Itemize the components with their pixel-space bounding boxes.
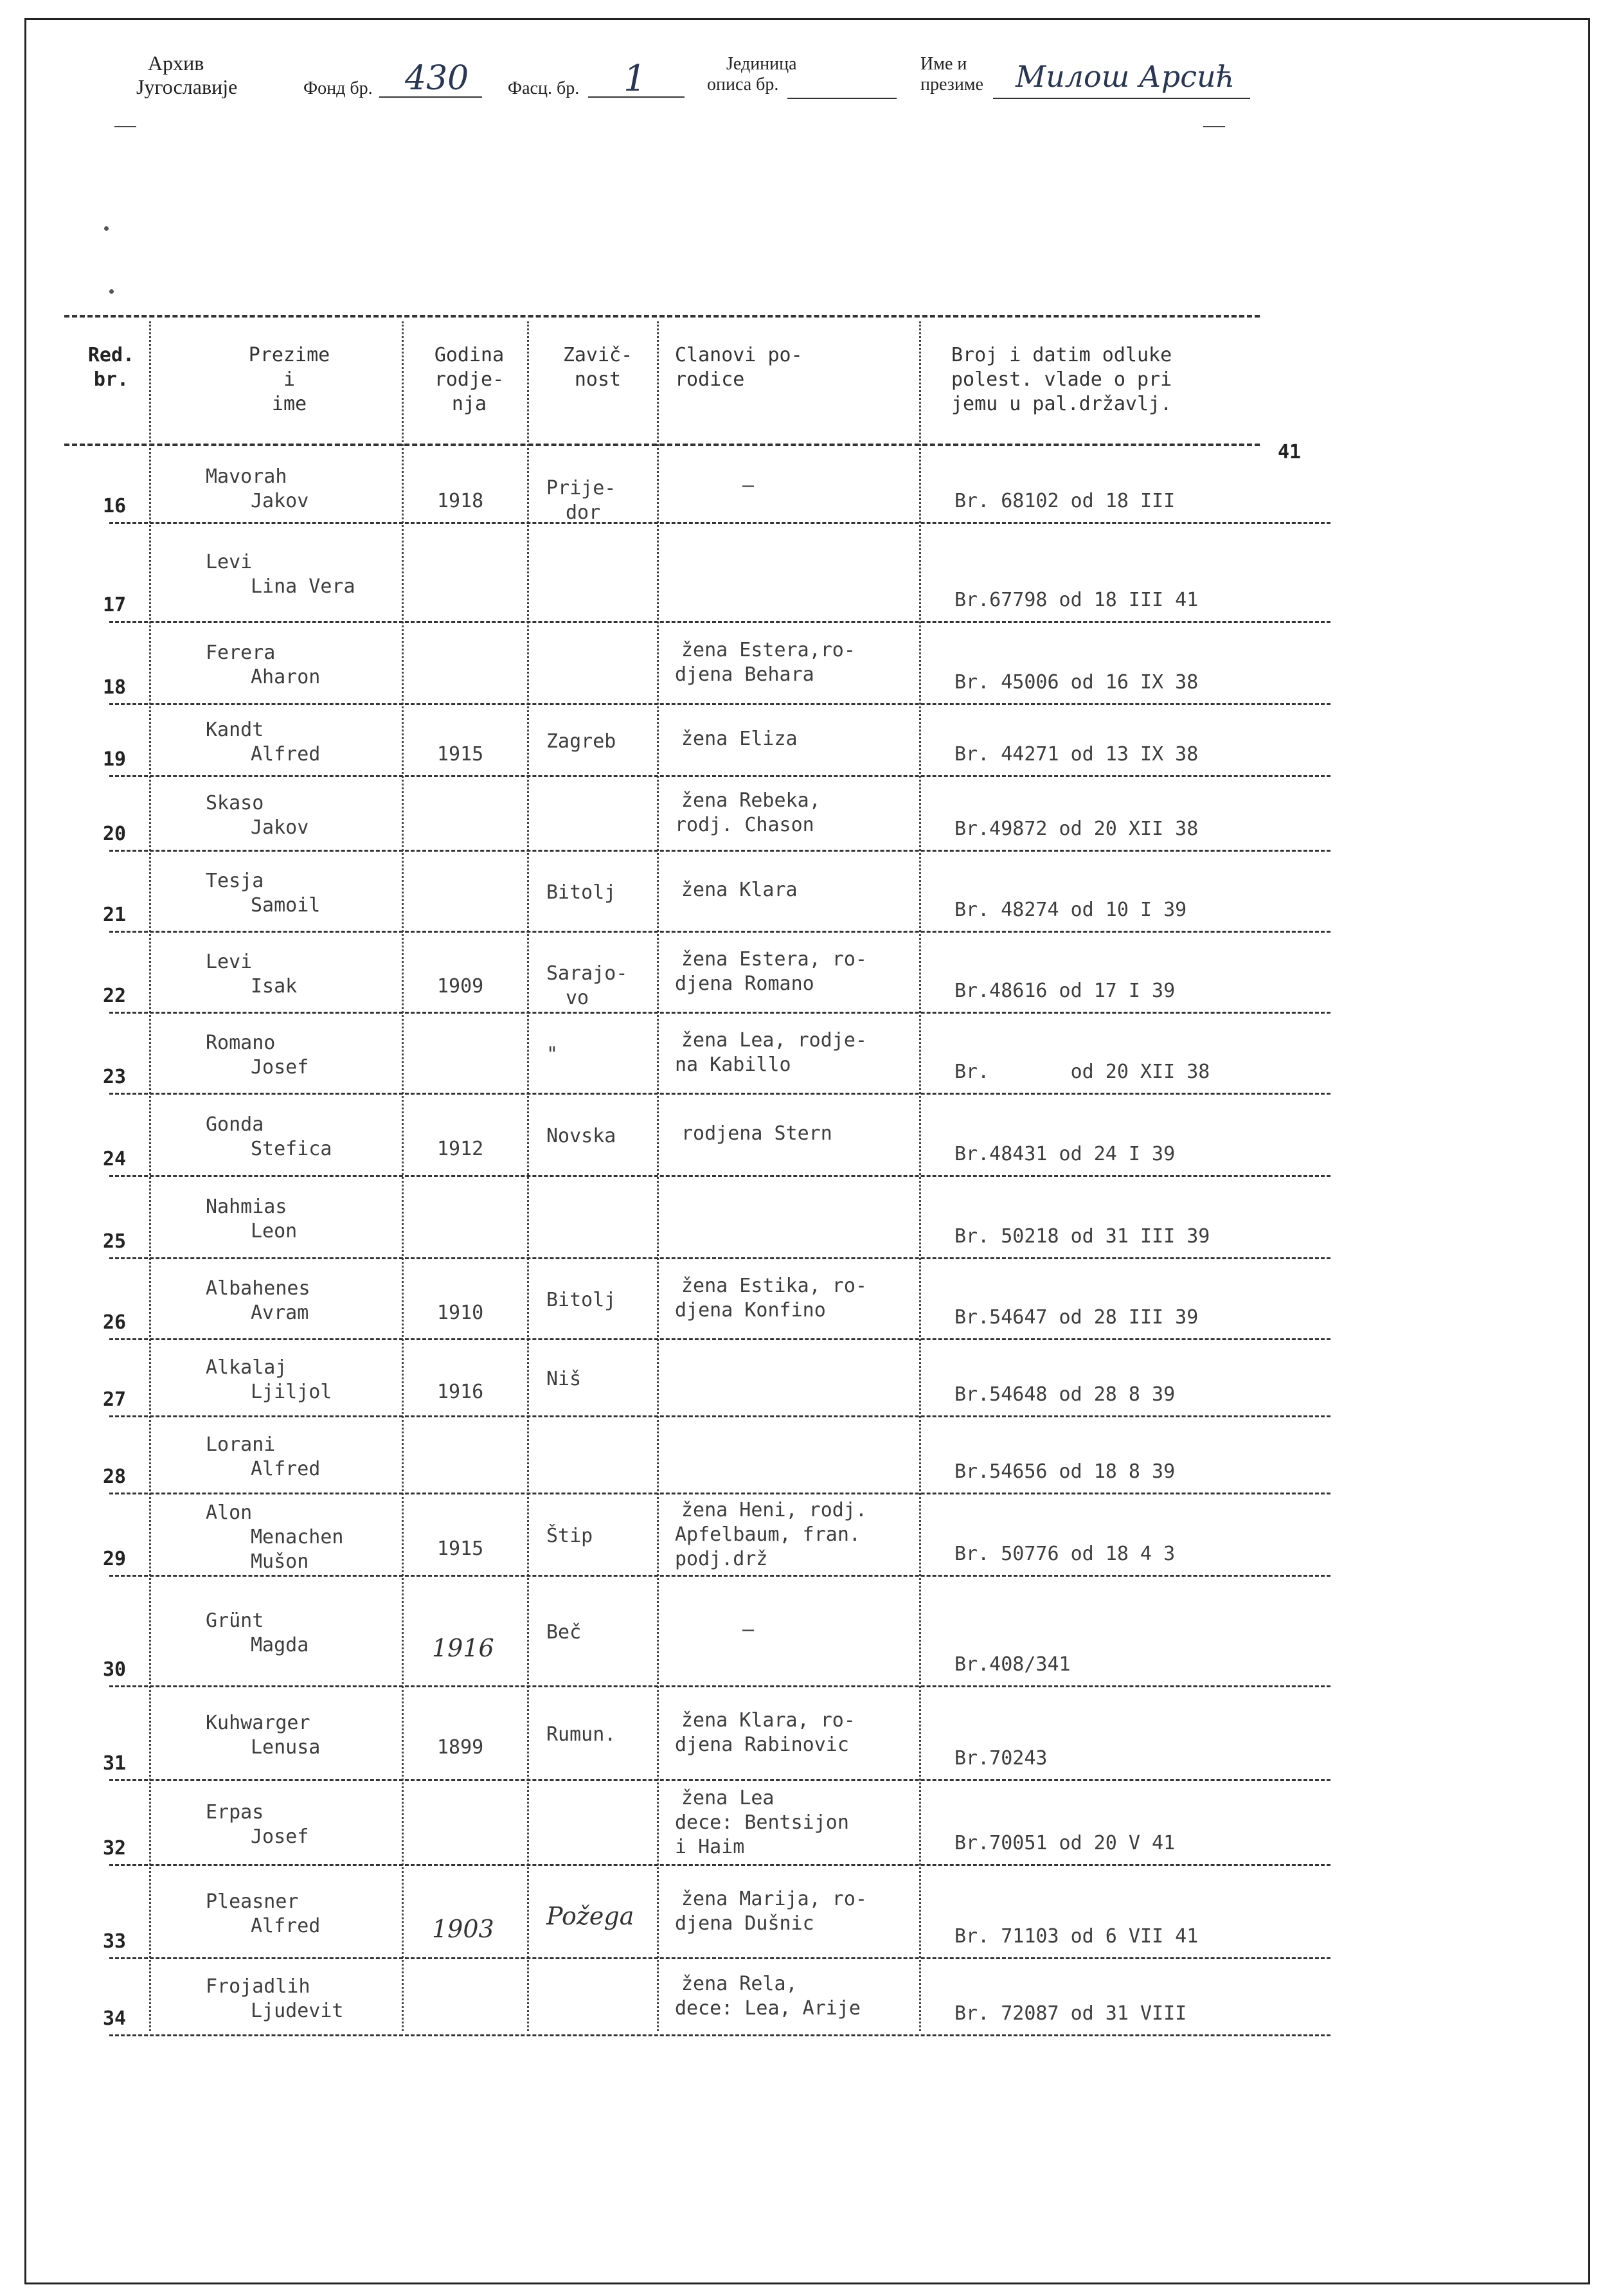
family-members: žena Rela, (681, 1973, 798, 1995)
row-rule (109, 1175, 1330, 1177)
surname-given-name: Lenusa (251, 1736, 321, 1759)
surname-given-name: Magda (251, 1634, 309, 1656)
row-rule (109, 1575, 1330, 1577)
surname-given-name: Romano (206, 1032, 276, 1054)
surname-given-name: Skaso (206, 792, 264, 814)
surname-given-name: Alon (206, 1502, 253, 1524)
column-header-name: Prezime i ime (248, 344, 330, 415)
row-rule (109, 931, 1330, 933)
surname-given-name: Frojadlih (206, 1975, 310, 1998)
birth-year: 1916 (432, 1634, 494, 1662)
place-of-origin: " (546, 1043, 559, 1066)
row-number: 19 (103, 748, 127, 771)
decision-number: Br. 72087 od 31 VIII (954, 2002, 1187, 2025)
place-of-origin: Štip (546, 1525, 593, 1547)
surname-given-name: Ferera (206, 641, 276, 664)
row-number: 24 (103, 1148, 127, 1170)
surname-given-name: Alfred (251, 1458, 321, 1480)
family-members: žena Eliza (681, 728, 798, 750)
surname-given-name: Ljudevit (251, 2000, 344, 2022)
surname-given-name: Kuhwarger (206, 1712, 310, 1734)
row-rule (109, 522, 1330, 524)
table-top-rule (64, 315, 1260, 318)
header-tick-right (1203, 126, 1225, 127)
surname-given-name: Alfred (251, 743, 321, 766)
place-of-origin: vo (566, 987, 589, 1009)
column-header-no: Red. br. (87, 344, 135, 391)
place-of-origin: Sarajo- (546, 962, 628, 985)
row-number: 26 (103, 1311, 127, 1334)
decision-number: Br. 48274 od 10 I 39 (954, 899, 1187, 921)
surname-given-name: Samoil (251, 894, 321, 917)
family-members: djena Rabinovic (675, 1734, 849, 1756)
surname-given-name: Erpas (206, 1801, 264, 1824)
row-number: 21 (103, 904, 127, 926)
surname-given-name: Alfred (251, 1914, 321, 1937)
family-members: djena Behara (675, 663, 814, 686)
row-number: 22 (103, 985, 127, 1007)
row-rule (109, 1779, 1330, 1781)
surname-given-name: Albahenes (206, 1277, 310, 1300)
header-tick-left (114, 126, 136, 127)
punch-dot (104, 226, 109, 231)
surname-given-name: Isak (251, 975, 298, 998)
family-members: žena Lea, rodje- (681, 1029, 867, 1052)
birth-year: 1915 (437, 1538, 484, 1560)
column-header-place: Zavič- nost (562, 344, 633, 391)
decision-number: Br.48431 od 24 I 39 (954, 1143, 1176, 1165)
family-members: žena Estika, ro- (681, 1275, 867, 1297)
family-members: žena Marija, ro- (681, 1887, 867, 1910)
name-label-line-1: Име и (920, 54, 967, 74)
row-rule (109, 1685, 1330, 1687)
row-rule (109, 1415, 1330, 1417)
row-number: 29 (103, 1548, 127, 1570)
row-rule (109, 1957, 1330, 1959)
row-rule (109, 1493, 1330, 1494)
birth-year: 1910 (437, 1302, 484, 1324)
surname-given-name: Jakov (251, 816, 309, 839)
place-of-origin: Niš (546, 1368, 582, 1390)
family-members: rodj. Chason (675, 814, 814, 836)
family-members: žena Heni, rodj. (681, 1499, 867, 1521)
surname-given-name: Mavorah (206, 465, 287, 488)
place-of-origin: Novska (546, 1125, 616, 1147)
surname-given-name: Pleasner (206, 1890, 299, 1913)
column-header-decision: Broj i datim odluke polest. vlade o pri jemu u pal.državlj. (951, 344, 1172, 415)
fond-label: Фонд бр. (303, 78, 373, 98)
surname-given-name: Alkalaj (206, 1356, 287, 1379)
surname-given-name: Aharon (251, 666, 321, 688)
row-number: 32 (103, 1837, 127, 1860)
family-members: rodjena Stern (681, 1122, 832, 1145)
decision-number: Br. 45006 od 16 IX 38 (954, 671, 1199, 694)
family-members: žena Estera,ro- (681, 639, 855, 661)
row-rule (109, 850, 1330, 852)
unit-label-line-2: описа бр. (707, 75, 779, 94)
birth-year: 1916 (437, 1381, 484, 1403)
place-of-origin: Požega (546, 1901, 634, 1930)
place-of-origin: Rumun. (546, 1723, 616, 1746)
surname-given-name: Josef (251, 1825, 309, 1848)
row-number: 25 (103, 1230, 127, 1253)
row-number: 34 (103, 2007, 127, 2030)
place-of-origin: Bitolj (546, 1289, 616, 1311)
decision-number: Br.54656 od 18 8 39 (954, 1460, 1176, 1483)
row-number: 30 (103, 1658, 127, 1681)
surname-given-name: Avram (251, 1302, 309, 1324)
page-number: 41 (1278, 441, 1302, 463)
family-members: dece: Bentsijon (675, 1811, 849, 1834)
column-header-year: Godina rodje- nja (434, 344, 505, 415)
column-header-family: Clanovi po- rodice (675, 344, 803, 391)
row-rule (109, 621, 1330, 623)
decision-number: Br. 71103 od 6 VII 41 (954, 1925, 1199, 1948)
surname-given-name: Levi (206, 551, 253, 573)
decision-number: Br.54647 od 28 III 39 (954, 1306, 1199, 1329)
family-members: i Haim (675, 1836, 745, 1858)
decision-number: Br. 50776 od 18 4 3 (954, 1543, 1176, 1565)
fond-value: 430 (405, 59, 469, 98)
surname-given-name: Lorani (206, 1433, 276, 1456)
family-members: žena Lea (681, 1787, 775, 1809)
name-label (920, 54, 983, 95)
family-members: djena Konfino (675, 1299, 826, 1322)
row-rule (109, 2034, 1330, 2036)
surname-given-name: Ljiljol (251, 1381, 332, 1403)
surname-given-name: Lina Vera (251, 575, 355, 598)
decision-number: Br. 44271 od 13 IX 38 (954, 743, 1199, 766)
family-members: – (742, 1619, 755, 1641)
decision-number: Br.54648 od 28 8 39 (954, 1383, 1176, 1406)
place-of-origin: Beč (546, 1621, 582, 1644)
family-members: djena Romano (675, 973, 814, 995)
birth-year: 1899 (437, 1736, 484, 1759)
surname-given-name: Josef (251, 1056, 309, 1079)
family-members: djena Dušnic (675, 1912, 814, 1935)
fasc-value: 1 (623, 58, 647, 100)
archive-line-1: Архив (148, 51, 204, 75)
surname-given-name: Grünt (206, 1610, 264, 1632)
decision-number: Br.48616 od 17 I 39 (954, 980, 1176, 1002)
unit-label-line-1: Јединица (726, 54, 797, 74)
surname-given-name: Nahmias (206, 1196, 287, 1218)
family-members: žena Rebeka, (681, 789, 821, 812)
birth-year: 1918 (437, 490, 484, 512)
row-number: 18 (103, 676, 127, 699)
surname-given-name: Leon (251, 1220, 298, 1242)
birth-year: 1909 (437, 975, 484, 998)
surname-given-name: Kandt (206, 719, 264, 741)
archive-line-2: Југославије (136, 75, 238, 98)
row-rule (109, 1338, 1330, 1340)
decision-number: Br.70243 (954, 1747, 1048, 1770)
row-number: 33 (103, 1930, 127, 1953)
table-header-rule (64, 444, 1260, 446)
name-value: Милош Арсић (1016, 59, 1235, 94)
family-members: na Kabillo (675, 1054, 791, 1076)
family-members: žena Estera, ro- (681, 948, 867, 971)
row-number: 16 (103, 495, 127, 517)
place-of-origin: Zagreb (546, 730, 616, 753)
place-of-origin: Prije- (546, 477, 616, 499)
family-members: dece: Lea, Arije (675, 1997, 861, 2020)
unit-field (787, 98, 897, 99)
surname-given-name: Menachen (251, 1526, 344, 1548)
family-members: – (742, 474, 755, 497)
unit-label (707, 54, 797, 95)
punch-dot (109, 289, 114, 294)
row-number: 17 (103, 594, 127, 616)
family-members: podj.drž (675, 1548, 768, 1570)
row-rule (109, 1012, 1330, 1014)
row-number: 20 (103, 823, 127, 845)
decision-number: Br. 50218 od 31 III 39 (954, 1225, 1210, 1248)
row-number: 23 (103, 1066, 127, 1088)
decision-number: Br.408/341 (954, 1653, 1071, 1676)
row-number: 27 (103, 1388, 127, 1411)
archive-name (136, 51, 238, 99)
family-members: Apfelbaum, fran. (675, 1523, 861, 1546)
row-rule (109, 775, 1330, 777)
decision-number: Br.70051 od 20 V 41 (954, 1832, 1176, 1854)
place-of-origin: dor (566, 501, 601, 524)
surname-given-name: Jakov (251, 490, 309, 512)
birth-year: 1915 (437, 743, 484, 766)
row-number: 31 (103, 1752, 127, 1775)
surname-given-name: Levi (206, 951, 253, 973)
fasc-label: Фасц. бр. (508, 78, 580, 98)
row-rule (109, 1864, 1330, 1866)
family-members: žena Klara, ro- (681, 1709, 855, 1732)
row-rule (109, 1093, 1330, 1095)
decision-number: Br.49872 od 20 XII 38 (954, 818, 1199, 840)
surname-given-name: Mušon (251, 1550, 309, 1573)
row-rule (109, 703, 1330, 705)
surname-given-name: Stefica (251, 1138, 332, 1160)
birth-year: 1912 (437, 1138, 484, 1160)
birth-year: 1903 (432, 1914, 494, 1943)
row-number: 28 (103, 1466, 127, 1488)
decision-number: Br. 68102 od 18 III (954, 490, 1176, 512)
row-rule (109, 1257, 1330, 1259)
decision-number: Br.67798 od 18 III 41 (954, 589, 1199, 611)
surname-given-name: Tesja (206, 870, 264, 892)
name-field (993, 98, 1250, 99)
place-of-origin: Bitolj (546, 881, 616, 904)
name-label-line-2: презиме (920, 75, 983, 94)
decision-number: Br. od 20 XII 38 (954, 1061, 1210, 1083)
family-members: žena Klara (681, 879, 798, 901)
surname-given-name: Gonda (206, 1113, 264, 1136)
